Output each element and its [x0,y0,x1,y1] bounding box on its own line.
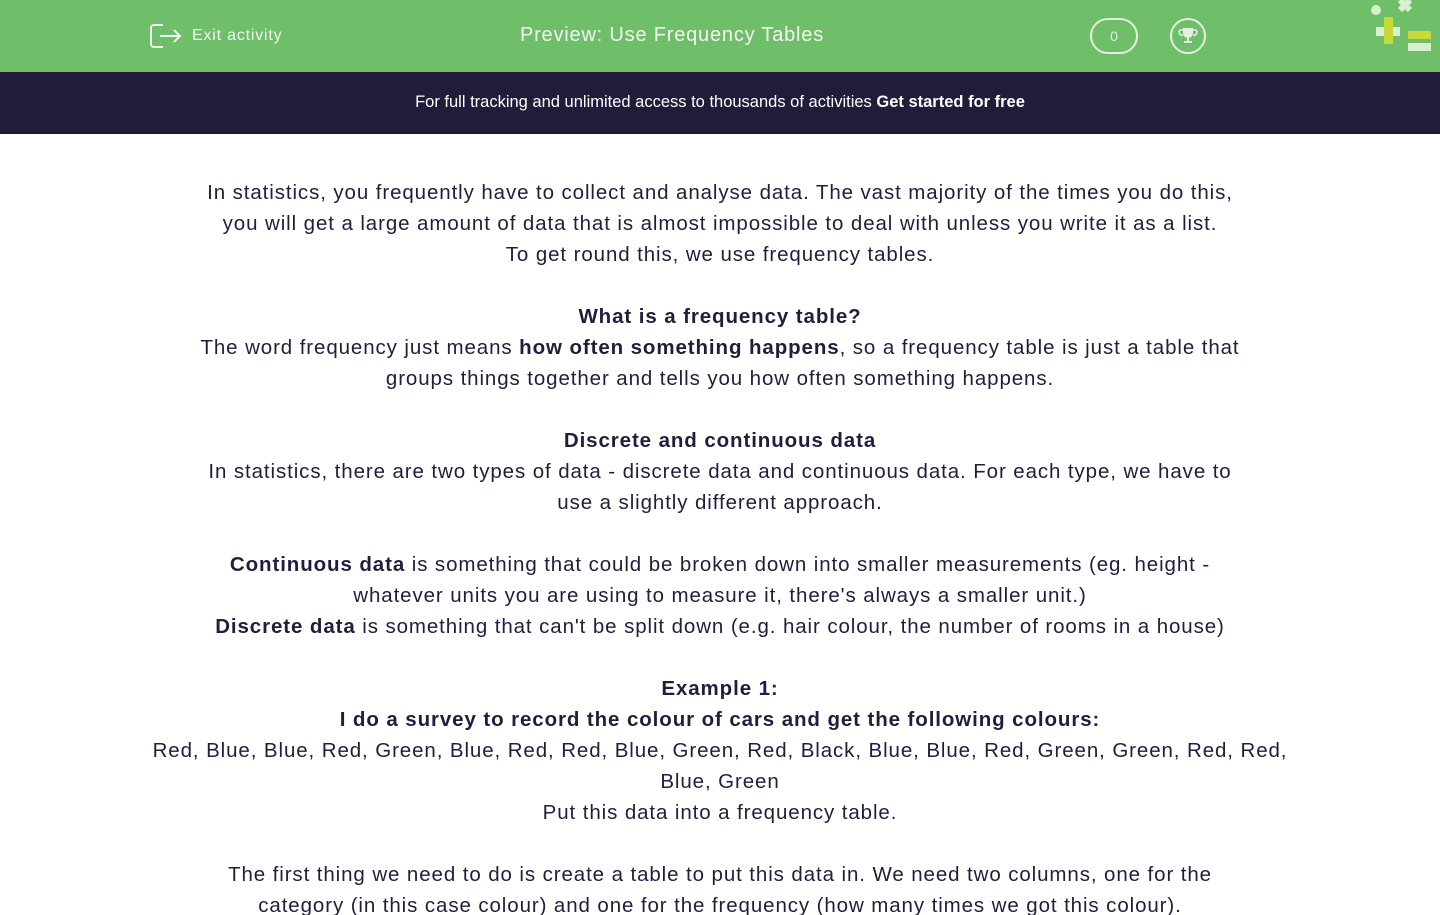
example-title: Example 1: [661,677,779,700]
text: is something that can't be split down (e.g. hair colour, the number of rooms in a house) [355,615,1225,638]
lesson-content [150,177,1290,915]
text: use a slightly different approach. [557,491,883,514]
exit-label: Exit activity [192,27,283,44]
example-task: Put this data into a frequency table. [542,801,898,824]
get-started-link[interactable]: Get started for free [876,93,1025,111]
text: groups things together and tells you how often something happens. [385,367,1055,390]
example-question: I do a survey to record the colour of cars and get the following colours: [339,708,1101,731]
text: category (in this case colour) and one for the frequency (how many times we got this colour). [258,894,1182,915]
bold-text: how often something happens [519,336,840,359]
brand-logo [1366,0,1440,56]
trophy-button[interactable] [1170,18,1206,54]
text: is something that could be broken down into smaller measurements (eg. height - [405,553,1211,576]
top-bar [0,0,1440,72]
text: The word frequency just means [200,336,520,359]
trophy-icon [1178,26,1198,46]
signup-banner [0,72,1440,134]
intro-line: In statistics, you frequently have to collect and analyse data. The vast majority of the times you do this, [207,181,1233,204]
heading-data-types: Discrete and continuous data [563,429,877,452]
example-data: Blue, Green [660,770,780,793]
intro-line: you will get a large amount of data that is almost impossible to deal with unless you write it as a list. [222,212,1218,235]
intro-line: To get round this, we use frequency tables. [505,243,935,266]
bold-text: Discrete data [215,615,356,638]
example-data: Red, Blue, Blue, Red, Green, Blue, Red, Red, Blue, Green, Red, Black, Blue, Blue, Red, Green, Green, Red, Red, [152,739,1288,762]
text: , so a frequency table is just a table that [839,336,1240,359]
text: In statistics, there are two types of data - discrete data and continuous data. For each type, we have to [208,460,1232,483]
text: whatever units you are using to measure it, there's always a smaller unit.) [353,584,1087,607]
heading-frequency-table: What is a frequency table? [578,305,862,328]
banner-text: For full tracking and unlimited access to thousands of activities [415,93,877,111]
text: The first thing we need to do is create a table to put this data in. We need two columns, one for the [228,863,1212,886]
bold-text: Continuous data [229,553,406,576]
score-badge: 0 [1090,18,1138,54]
page-title: Preview: Use Frequency Tables [519,24,825,46]
